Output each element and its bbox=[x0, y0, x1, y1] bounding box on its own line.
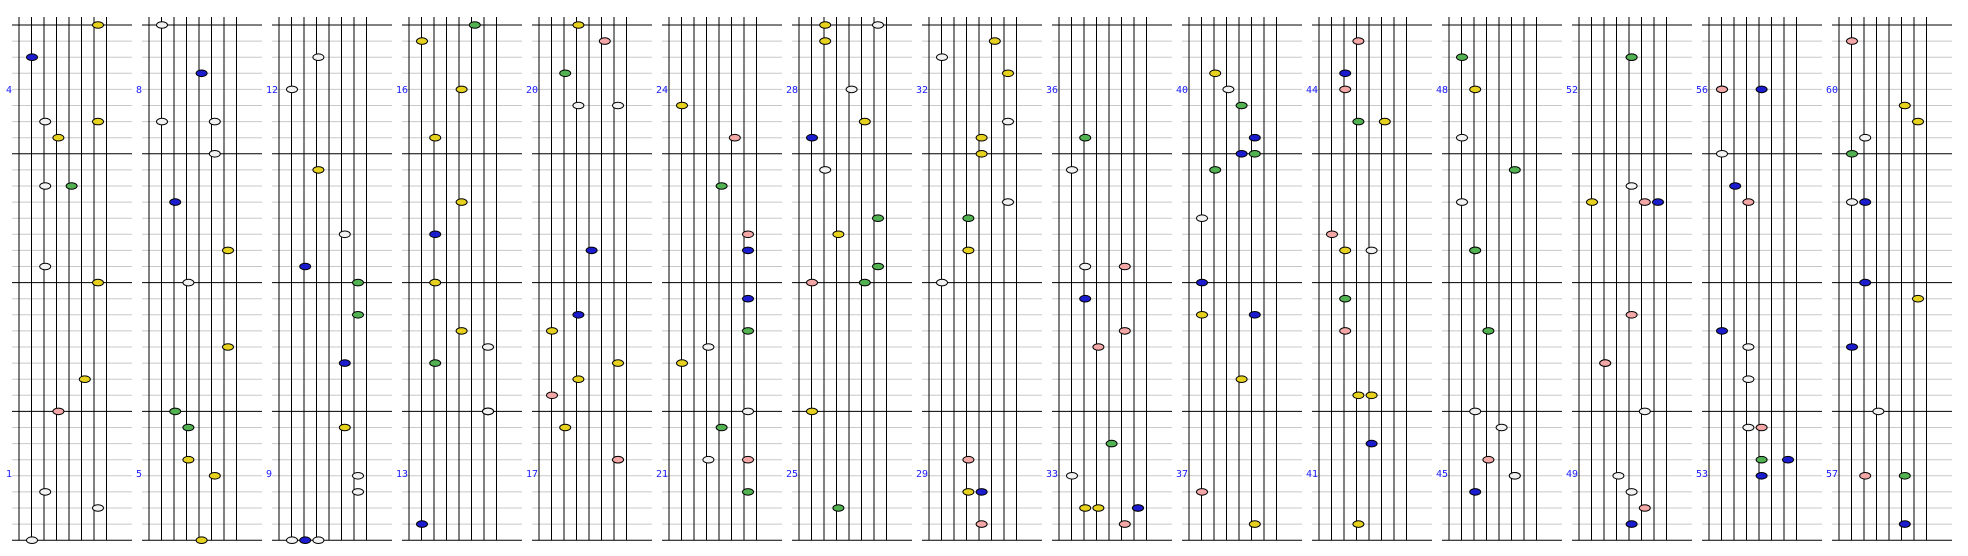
note-pink bbox=[729, 134, 740, 141]
note-white bbox=[703, 456, 714, 463]
note-white bbox=[339, 231, 350, 238]
note-white bbox=[1847, 199, 1858, 206]
note-pink bbox=[1119, 263, 1130, 270]
note-yellow bbox=[93, 279, 104, 286]
note-yellow bbox=[1003, 70, 1014, 77]
measure-label-bottom: 41 bbox=[1306, 469, 1319, 480]
note-green bbox=[1847, 151, 1858, 158]
note-green bbox=[873, 263, 884, 270]
measure-label-top: 32 bbox=[916, 85, 929, 96]
note-green bbox=[833, 505, 844, 512]
measure-label-top: 4 bbox=[6, 85, 13, 96]
note-yellow bbox=[456, 328, 467, 335]
note-green bbox=[963, 215, 974, 222]
note-white bbox=[1470, 408, 1481, 415]
note-white bbox=[1873, 408, 1884, 415]
note-yellow bbox=[859, 118, 870, 125]
note-yellow bbox=[547, 328, 558, 335]
note-yellow bbox=[1080, 505, 1091, 512]
note-white bbox=[40, 489, 51, 496]
note-pink bbox=[1340, 86, 1351, 93]
note-white bbox=[1067, 167, 1078, 174]
note-green bbox=[1236, 102, 1247, 109]
note-green bbox=[716, 183, 727, 190]
note-white bbox=[1496, 424, 1507, 431]
note-white bbox=[209, 118, 220, 125]
note-blue bbox=[1133, 505, 1144, 512]
note-pink bbox=[743, 231, 754, 238]
measure-column bbox=[656, 17, 782, 540]
note-green bbox=[1626, 54, 1637, 61]
note-yellow bbox=[677, 360, 688, 367]
note-white bbox=[353, 489, 364, 496]
note-white bbox=[820, 167, 831, 174]
note-white bbox=[1003, 199, 1014, 206]
measure-label-bottom: 21 bbox=[656, 469, 669, 480]
measure-label-bottom: 45 bbox=[1436, 469, 1449, 480]
measure-column bbox=[916, 17, 1042, 540]
note-white bbox=[613, 102, 624, 109]
note-yellow bbox=[183, 456, 194, 463]
note-pink bbox=[1340, 328, 1351, 335]
measure-column bbox=[1436, 17, 1562, 540]
note-yellow bbox=[417, 38, 428, 45]
note-white bbox=[573, 102, 584, 109]
note-white bbox=[157, 22, 168, 29]
note-white bbox=[1197, 215, 1208, 222]
measure-label-top: 8 bbox=[136, 85, 143, 96]
note-white bbox=[353, 473, 364, 480]
note-blue bbox=[417, 521, 428, 528]
note-white bbox=[287, 537, 298, 544]
note-pink bbox=[1717, 86, 1728, 93]
note-green bbox=[1756, 456, 1767, 463]
note-white bbox=[846, 86, 857, 93]
note-blue bbox=[976, 489, 987, 496]
note-white bbox=[483, 408, 494, 415]
measure-label-bottom: 53 bbox=[1696, 469, 1709, 480]
note-green bbox=[859, 279, 870, 286]
note-blue bbox=[1626, 521, 1637, 528]
note-white bbox=[1626, 183, 1637, 190]
note-yellow bbox=[223, 344, 234, 351]
note-green bbox=[170, 408, 181, 415]
note-blue bbox=[1717, 328, 1728, 335]
note-green bbox=[1080, 134, 1091, 141]
note-green bbox=[1106, 440, 1117, 447]
measure-label-top: 16 bbox=[396, 85, 409, 96]
note-yellow bbox=[1366, 392, 1377, 399]
note-white bbox=[1626, 489, 1637, 496]
note-yellow bbox=[93, 118, 104, 125]
note-yellow bbox=[833, 231, 844, 238]
measure-label-top: 12 bbox=[266, 85, 279, 96]
note-pink bbox=[547, 392, 558, 399]
note-pink bbox=[1756, 424, 1767, 431]
note-green bbox=[1210, 167, 1221, 174]
note-green bbox=[1353, 118, 1364, 125]
measure-label-top: 48 bbox=[1436, 85, 1449, 96]
note-blue bbox=[1340, 70, 1351, 77]
note-white bbox=[873, 22, 884, 29]
note-blue bbox=[1366, 440, 1377, 447]
note-white bbox=[1366, 247, 1377, 254]
note-pink bbox=[963, 456, 974, 463]
note-yellow bbox=[1899, 102, 1910, 109]
note-white bbox=[1743, 424, 1754, 431]
note-white bbox=[1613, 473, 1624, 480]
note-blue bbox=[807, 134, 818, 141]
note-yellow bbox=[1197, 312, 1208, 319]
note-white bbox=[183, 279, 194, 286]
note-white bbox=[1743, 344, 1754, 351]
note-pink bbox=[1353, 38, 1364, 45]
note-blue bbox=[1860, 199, 1871, 206]
measure-label-bottom: 17 bbox=[526, 469, 539, 480]
note-yellow bbox=[989, 38, 1000, 45]
measure-label-top: 20 bbox=[526, 85, 539, 96]
note-yellow bbox=[339, 424, 350, 431]
note-blue bbox=[1899, 521, 1910, 528]
note-white bbox=[1067, 473, 1078, 480]
note-pink bbox=[1639, 199, 1650, 206]
note-yellow bbox=[1236, 376, 1247, 383]
measure-column bbox=[1306, 17, 1432, 540]
note-pink bbox=[1847, 38, 1858, 45]
note-green bbox=[743, 489, 754, 496]
note-pink bbox=[976, 521, 987, 528]
measure-label-bottom: 49 bbox=[1566, 469, 1579, 480]
measure-label-bottom: 9 bbox=[266, 469, 273, 480]
note-blue bbox=[170, 199, 181, 206]
measure-column bbox=[526, 17, 652, 540]
measure-label-bottom: 29 bbox=[916, 469, 929, 480]
measure-column bbox=[1696, 17, 1822, 540]
note-white bbox=[1717, 151, 1728, 158]
measure-label-top: 60 bbox=[1826, 85, 1839, 96]
note-blue bbox=[196, 70, 207, 77]
note-green bbox=[743, 328, 754, 335]
measure-label-top: 44 bbox=[1306, 85, 1319, 96]
note-green bbox=[1470, 247, 1481, 254]
note-white bbox=[1457, 134, 1468, 141]
note-green bbox=[469, 22, 480, 29]
note-yellow bbox=[53, 134, 64, 141]
note-green bbox=[183, 424, 194, 431]
note-yellow bbox=[820, 22, 831, 29]
note-yellow bbox=[196, 537, 207, 544]
note-white bbox=[1639, 408, 1650, 415]
note-pink bbox=[1119, 521, 1130, 528]
note-yellow bbox=[93, 22, 104, 29]
note-pink bbox=[1483, 456, 1494, 463]
note-pink bbox=[599, 38, 610, 45]
measure-label-top: 28 bbox=[786, 85, 799, 96]
note-white bbox=[703, 344, 714, 351]
note-white bbox=[937, 54, 948, 61]
note-white bbox=[1003, 118, 1014, 125]
note-blue bbox=[586, 247, 597, 254]
note-pink bbox=[613, 456, 624, 463]
note-blue bbox=[1236, 151, 1247, 158]
note-yellow bbox=[1353, 521, 1364, 528]
note-green bbox=[1899, 473, 1910, 480]
measure-column bbox=[1566, 17, 1692, 540]
note-pink bbox=[807, 279, 818, 286]
measure-column bbox=[266, 17, 392, 544]
note-white bbox=[1509, 473, 1520, 480]
note-blue bbox=[1860, 279, 1871, 286]
measure-column bbox=[396, 17, 522, 540]
measure-label-bottom: 37 bbox=[1176, 469, 1189, 480]
note-blue bbox=[1249, 312, 1260, 319]
measure-label-top: 24 bbox=[656, 85, 669, 96]
note-green bbox=[66, 183, 77, 190]
note-blue bbox=[300, 537, 311, 544]
measure-column bbox=[136, 17, 262, 544]
note-white bbox=[1743, 376, 1754, 383]
note-yellow bbox=[79, 376, 90, 383]
note-blue bbox=[27, 54, 38, 61]
note-yellow bbox=[1379, 118, 1390, 125]
note-white bbox=[40, 118, 51, 125]
note-pink bbox=[743, 456, 754, 463]
measure-column bbox=[1046, 17, 1172, 540]
note-blue bbox=[1756, 473, 1767, 480]
note-yellow bbox=[613, 360, 624, 367]
note-yellow bbox=[1340, 247, 1351, 254]
note-green bbox=[1249, 151, 1260, 158]
note-green bbox=[353, 312, 364, 319]
measure-label-top: 56 bbox=[1696, 85, 1709, 96]
note-yellow bbox=[1093, 505, 1104, 512]
note-pink bbox=[1119, 328, 1130, 335]
measure-label-bottom: 1 bbox=[6, 469, 13, 480]
note-blue bbox=[1730, 183, 1741, 190]
note-white bbox=[157, 118, 168, 125]
note-blue bbox=[1197, 279, 1208, 286]
note-yellow bbox=[1210, 70, 1221, 77]
note-blue bbox=[1653, 199, 1664, 206]
note-pink bbox=[53, 408, 64, 415]
note-white bbox=[483, 344, 494, 351]
note-pink bbox=[1639, 505, 1650, 512]
note-white bbox=[1223, 86, 1234, 93]
note-white bbox=[313, 537, 324, 544]
note-blue bbox=[1080, 295, 1091, 302]
measure-column bbox=[6, 17, 132, 544]
measure-column bbox=[1826, 17, 1952, 540]
note-white bbox=[1860, 134, 1871, 141]
note-blue bbox=[743, 295, 754, 302]
note-green bbox=[716, 424, 727, 431]
note-pink bbox=[1327, 231, 1338, 238]
note-yellow bbox=[456, 199, 467, 206]
note-yellow bbox=[1913, 118, 1924, 125]
note-blue bbox=[300, 263, 311, 270]
measure-label-bottom: 33 bbox=[1046, 469, 1059, 480]
note-white bbox=[1457, 199, 1468, 206]
measure-label-bottom: 5 bbox=[136, 469, 143, 480]
note-green bbox=[430, 360, 441, 367]
note-blue bbox=[1249, 134, 1260, 141]
note-yellow bbox=[807, 408, 818, 415]
note-yellow bbox=[976, 134, 987, 141]
note-green bbox=[560, 70, 571, 77]
note-yellow bbox=[1470, 86, 1481, 93]
note-blue bbox=[430, 231, 441, 238]
note-yellow bbox=[223, 247, 234, 254]
note-white bbox=[40, 263, 51, 270]
note-white bbox=[287, 86, 298, 93]
note-yellow bbox=[976, 151, 987, 158]
measure-label-top: 36 bbox=[1046, 85, 1059, 96]
note-yellow bbox=[430, 279, 441, 286]
note-blue bbox=[1783, 456, 1794, 463]
measure-column bbox=[1176, 17, 1302, 540]
note-yellow bbox=[209, 473, 220, 480]
note-blue bbox=[1470, 489, 1481, 496]
measure-label-bottom: 57 bbox=[1826, 469, 1839, 480]
measure-column bbox=[786, 17, 912, 540]
note-yellow bbox=[1249, 521, 1260, 528]
note-green bbox=[1340, 295, 1351, 302]
note-yellow bbox=[573, 22, 584, 29]
measure-label-bottom: 13 bbox=[396, 469, 409, 480]
note-white bbox=[209, 151, 220, 158]
note-yellow bbox=[1587, 199, 1598, 206]
note-yellow bbox=[1353, 392, 1364, 399]
note-yellow bbox=[820, 38, 831, 45]
note-green bbox=[1483, 328, 1494, 335]
note-white bbox=[27, 537, 38, 544]
note-pink bbox=[1197, 489, 1208, 496]
note-green bbox=[353, 279, 364, 286]
note-white bbox=[313, 54, 324, 61]
note-white bbox=[1080, 263, 1091, 270]
note-white bbox=[40, 183, 51, 190]
note-green bbox=[1457, 54, 1468, 61]
note-yellow bbox=[313, 167, 324, 174]
note-yellow bbox=[560, 424, 571, 431]
note-yellow bbox=[430, 134, 441, 141]
note-pink bbox=[1600, 360, 1611, 367]
note-pink bbox=[1860, 473, 1871, 480]
note-white bbox=[743, 408, 754, 415]
note-pink bbox=[1743, 199, 1754, 206]
note-white bbox=[937, 279, 948, 286]
note-green bbox=[1509, 167, 1520, 174]
note-blue bbox=[573, 312, 584, 319]
note-blue bbox=[1847, 344, 1858, 351]
note-yellow bbox=[677, 102, 688, 109]
note-white bbox=[93, 505, 104, 512]
note-green bbox=[873, 215, 884, 222]
note-yellow bbox=[963, 247, 974, 254]
note-blue bbox=[339, 360, 350, 367]
note-blue bbox=[1756, 86, 1767, 93]
note-blue bbox=[743, 247, 754, 254]
note-yellow bbox=[456, 86, 467, 93]
measure-label-top: 40 bbox=[1176, 85, 1189, 96]
note-pink bbox=[1093, 344, 1104, 351]
note-pink bbox=[1626, 312, 1637, 319]
note-yellow bbox=[963, 489, 974, 496]
measure-label-top: 52 bbox=[1566, 85, 1579, 96]
note-yellow bbox=[573, 376, 584, 383]
measure-label-bottom: 25 bbox=[786, 469, 799, 480]
note-yellow bbox=[1913, 295, 1924, 302]
